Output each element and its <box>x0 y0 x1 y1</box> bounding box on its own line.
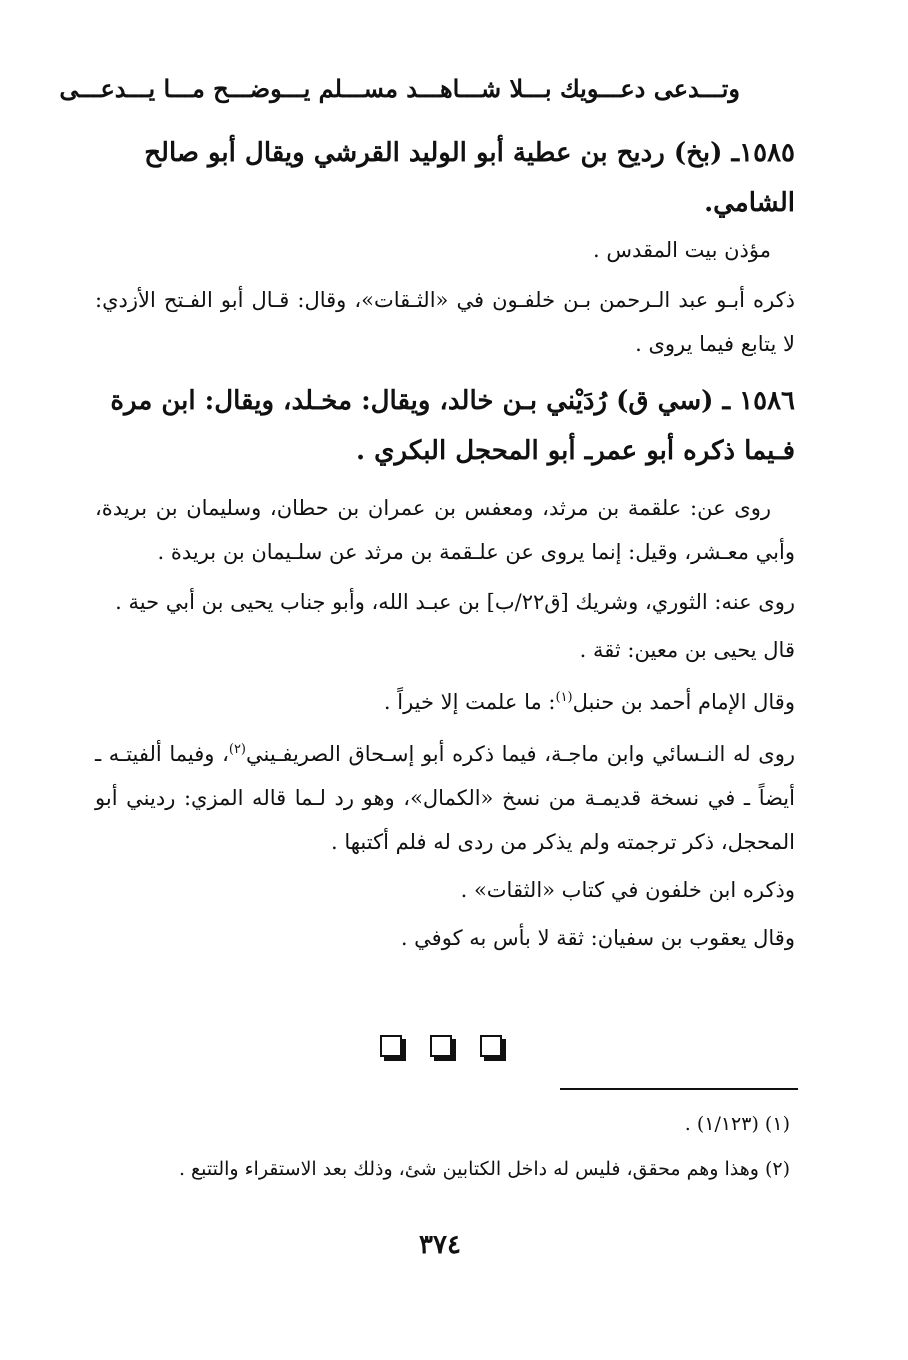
footnote-ref-2[interactable]: (٢) <box>228 742 246 757</box>
footnote-separator <box>560 1088 798 1090</box>
footnote-1: (١) (١/١٢٣) . <box>684 1113 790 1135</box>
entry-1586-narrated-from: روى عن: علقمة بن مرثد، ومعفس بن عمران بن حطان، وسليمان بن بريدة، وأبي معـشر، وقيل: إنما يروى عن علـقمة بن مرثد عن سلـيمان بن بريدة . <box>95 496 795 564</box>
nasai-text: روى له النـسائي وابن ماجـة، فيما ذكره أبو إسـحاق الصريفـيني <box>246 742 796 766</box>
entry-1585-thiqat: ذكره أبـو عبد الـرحمن بـن خلفـون في «الثـقات»، وقال: قـال أبو الفـتح الأزدي: لا يتابع فيما يروى . <box>95 288 795 356</box>
end-ornament-box-2 <box>430 1035 452 1057</box>
page-body <box>59 68 796 960</box>
entry-1586-narrators: روى عنه: الثوري، وشريك [ق٢٢/ب] بن عبـد الله، وأبو جناب يحيى بن أبي حية . <box>115 590 795 614</box>
entry-1586-yaqub: وقال يعقوب بن سفيان: ثقة لا بأس به كوفي . <box>400 926 795 950</box>
footnote-2: (٢) وهذا وهم محقق، فليس له داخل الكتابين شئ، وذلك بعد الاستقراء والتتبع . <box>178 1158 790 1180</box>
entry-1585-title: ١٥٨٥ـ (بخ) رديح بن عطية أبو الوليد القرشي ويقال أبو صالح الشامي. <box>144 138 795 218</box>
entry-1586-ibn-maeen: قال يحيى بن معين: ثقة . <box>579 638 795 662</box>
header-verse: وتـــدعى دعـــويك بـــلا شـــاهـــد مســـلم يـــوضـــح مـــا يـــدعـــى <box>59 74 740 103</box>
end-ornament-box-1 <box>380 1035 402 1057</box>
page-number: ٣٧٤ <box>419 1230 461 1260</box>
entry-1586-nasai <box>95 728 795 864</box>
ahmad-text: وقال الإمام أحمد بن حنبل <box>572 690 795 714</box>
entry-1586-ibn-khalfun: وذكره ابن خلفون في كتاب «الثقات» . <box>460 878 795 902</box>
entry-1586-title: ١٥٨٦ ـ (سي ق) رُدَيْني بـن خالد، ويقال: مخـلد، ويقال: ابن مرة فـيما ذكره أبو عمرـ أبو المحجل البكري . <box>110 386 795 466</box>
entry-1586-ahmad <box>95 676 795 724</box>
nasai-rest: ، وفيما ألفيتـه ـ أيضاً ـ في نسخة قديمـة من نسخ «الكمال»، وهو رد لـما قاله المزي: رديني أبو المحجل، ذكر ترجمته ولم يذكر من ردى له فلم أكتبها . <box>95 742 795 854</box>
footnote-ref-1[interactable]: (١) <box>555 690 573 705</box>
end-ornament-box-3 <box>480 1035 502 1057</box>
entry-1585-muadhin: مؤذن بيت المقدس . <box>592 238 771 262</box>
ahmad-rest: : ما علمت إلا خيراً . <box>383 690 556 714</box>
